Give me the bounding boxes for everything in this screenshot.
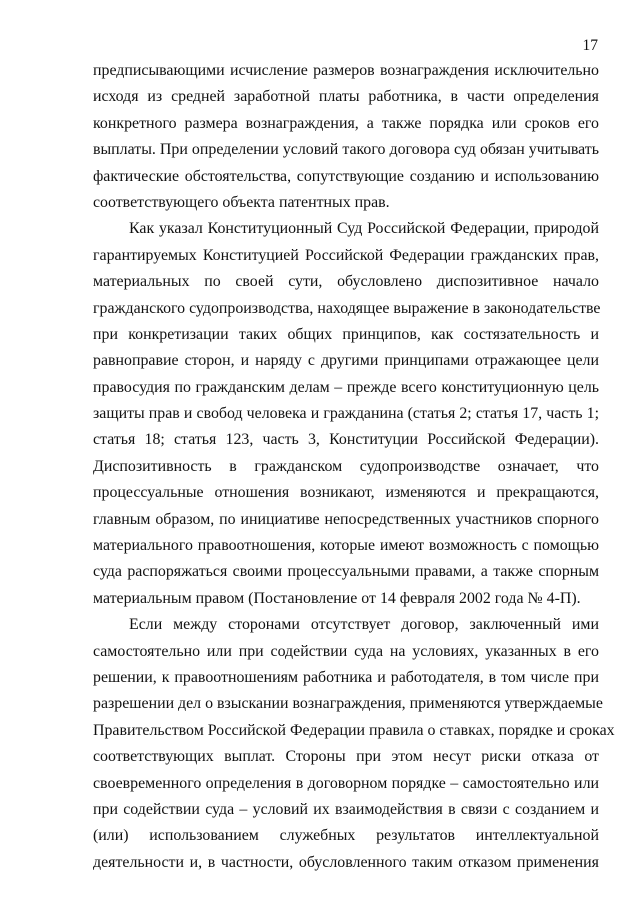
- text-line: соответствующих выплат. Стороны при этом несут риски отказа от: [93, 748, 599, 766]
- text-line: материальных по своей сути, обусловлено диспозитивное начало: [93, 273, 599, 291]
- text-line: исходя из средней заработной платы работника, в части определения: [93, 88, 599, 106]
- text-line: материального правоотношения, которые имеют возможность с помощью: [93, 537, 599, 555]
- page-number: 17: [582, 37, 598, 54]
- text-line: статья 18; статья 123, часть 3, Конституции Российской Федерации).: [93, 431, 599, 449]
- text-line: разрешении дел о взыскании вознаграждения, применяются утверждаемые: [93, 695, 603, 713]
- text-line: при конкретизации таких общих принципов, как состязательность и: [93, 325, 599, 343]
- text-line: гражданского судопроизводства, находящее выражение в законодательстве: [93, 299, 601, 317]
- text-line: суда распоряжаться своими процессуальными правами, а также спорным: [93, 563, 599, 581]
- text-line: конкретного размера вознаграждения, а также порядка или сроков его: [93, 114, 599, 132]
- paragraph-1: [93, 58, 599, 216]
- text-line: предписывающими исчисление размеров вознаграждения исключительно: [93, 62, 599, 79]
- text-line: своевременного определения в договорном порядке – самостоятельно или: [93, 774, 599, 792]
- text-line: главным образом, по инициативе непосредственных участников спорного: [93, 510, 599, 528]
- text-line: (или) использованием служебных результатов интеллектуальной: [93, 827, 599, 845]
- text-line: фактические обстоятельства, сопутствующие созданию и использованию: [93, 167, 599, 185]
- text-line: Если между сторонами отсутствует договор, заключенный ими: [129, 616, 599, 634]
- paragraph-3: [93, 612, 615, 876]
- text-line: самостоятельно или при содействии суда на условиях, указанных в его: [93, 642, 599, 660]
- body-text: [93, 58, 615, 876]
- text-line: выплаты. При определении условий такого договора суд обязан учитывать: [93, 141, 599, 159]
- text-line: Диспозитивность в гражданском судопроизводстве означает, что: [93, 457, 599, 475]
- text-line: соответствующего объекта патентных прав.: [93, 193, 390, 211]
- paragraph-2: [93, 216, 599, 612]
- text-line: материальным правом (Постановление от 14 февраля 2002 года № 4-П).: [93, 589, 581, 607]
- text-line: равноправие сторон, и наряду с другими принципами отражающее цели: [93, 352, 599, 370]
- text-line: гарантируемых Конституцией Российской Федерации гражданских прав,: [93, 246, 599, 264]
- text-line: процессуальные отношения возникают, изменяются и прекращаются,: [93, 484, 599, 502]
- text-line: решении, к правоотношениям работника и работодателя, в том числе при: [93, 668, 599, 686]
- text-line: Правительством Российской Федерации правила о ставках, порядке и сроках: [93, 721, 615, 739]
- text-line: деятельности и, в частности, обусловленного таким отказом применения: [93, 853, 599, 871]
- text-line: Как указал Конституционный Суд Российской Федерации, природой: [129, 220, 599, 238]
- text-line: защиты прав и свобод человека и гражданина (статья 2; статья 17, часть 1;: [93, 405, 599, 423]
- text-line: при содействии суда – условий их взаимодействия в связи с созданием и: [93, 800, 599, 818]
- text-line: правосудия по гражданским делам – прежде всего конституционную цель: [93, 378, 599, 396]
